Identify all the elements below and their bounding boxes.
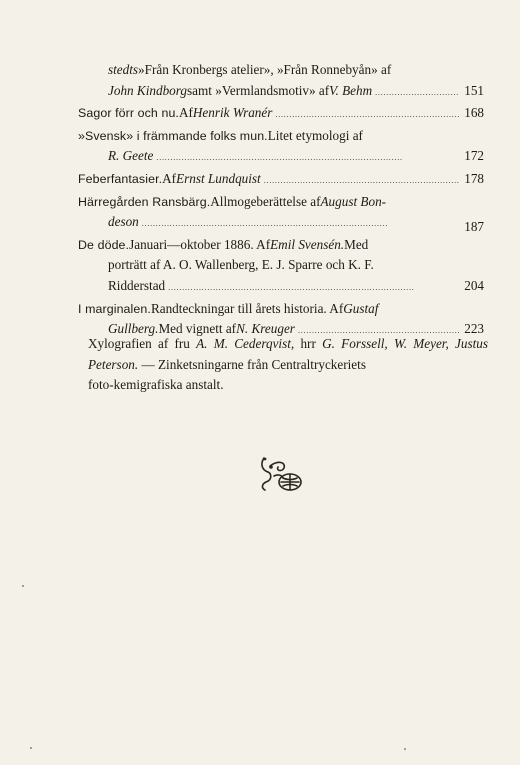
dot-leader <box>156 146 459 169</box>
toc-title: Härregården Ransbärg. <box>78 194 211 209</box>
page-number: 178 <box>464 170 484 186</box>
toc-line <box>78 103 484 126</box>
toc-line <box>78 255 484 276</box>
toc-author: V. Behm <box>329 82 373 98</box>
toc-author: Gullberg. <box>108 321 159 337</box>
toc-line <box>78 212 484 235</box>
toc-text: samt »Vermlandsmotiv» af <box>187 82 330 98</box>
dot-leader <box>275 103 459 126</box>
toc-line <box>78 60 484 81</box>
page-number: 168 <box>464 105 484 121</box>
dot-leader <box>142 212 459 235</box>
toc-text: Ridderstad <box>108 277 166 293</box>
toc-author: John Kindborg <box>108 82 188 98</box>
toc-author: Gustaf <box>343 300 379 316</box>
toc-text: porträtt af A. O. Wallenberg, E. J. Sparre och K. F. <box>108 257 374 273</box>
toc-text: Med <box>344 236 369 252</box>
page-number: 204 <box>464 277 484 293</box>
page-number: 223 <box>464 321 484 337</box>
toc-text: Af <box>162 170 177 186</box>
toc-line <box>78 126 484 147</box>
toc-line <box>78 169 484 192</box>
toc-line <box>78 235 484 256</box>
paper-speck <box>404 748 406 750</box>
table-of-contents <box>78 60 484 342</box>
note-text: foto-kemigrafiska anstalt. <box>88 377 224 393</box>
toc-text: »Från Kronbergs atelier», »Från Ronnebyån» af <box>138 62 392 77</box>
toc-author: Ernst Lundquist <box>176 170 261 186</box>
dot-leader <box>168 276 459 299</box>
note-name: A. M. Cederqvist, <box>196 336 295 351</box>
toc-text: Allmogeberättelse af <box>210 193 321 209</box>
toc-author: N. Kreuger <box>236 321 295 337</box>
toc-author: August Bon- <box>320 193 387 209</box>
page-number: 172 <box>464 148 484 164</box>
toc-line <box>78 299 484 320</box>
page-number: 151 <box>464 82 484 98</box>
toc-line <box>78 146 484 169</box>
vignette-ornament-icon <box>256 454 306 496</box>
credits-note <box>88 334 488 396</box>
note-text: hrr <box>294 336 323 351</box>
toc-line <box>78 192 484 213</box>
toc-text: Med vignett af <box>158 321 237 337</box>
toc-title: »Svensk» i främmande folks mun. <box>78 128 268 143</box>
dot-leader <box>375 81 459 104</box>
note-text: Xylografien af fru <box>88 336 197 351</box>
note-text: — Zinketsningarne från Centraltryckeriets <box>138 356 366 372</box>
toc-title: Sagor förr och nu. <box>78 106 179 121</box>
toc-title: I marginalen. <box>78 301 151 316</box>
toc-line <box>78 276 484 299</box>
toc-text: stedts <box>108 62 139 77</box>
toc-text: Af <box>178 105 193 121</box>
toc-text: Litet etymologi af <box>267 127 363 143</box>
toc-line <box>78 81 484 104</box>
page-number: 187 <box>464 219 484 235</box>
toc-title: Feberfantasier. <box>78 171 163 186</box>
paper-speck <box>22 585 24 587</box>
toc-text: Januari—oktober 1886. Af <box>129 236 271 252</box>
note-name: G. Forssell, W. Meyer, Justus Peterson. <box>88 336 488 372</box>
toc-title: De döde. <box>78 237 130 252</box>
toc-author: Henrik Wranér <box>192 105 273 121</box>
toc-author: Emil Svensén. <box>270 236 345 252</box>
toc-text: Randteckningar till årets historia. Af <box>150 300 344 316</box>
dot-leader <box>264 169 459 192</box>
toc-author: deson <box>108 214 139 230</box>
toc-author: R. Geete <box>108 148 154 164</box>
paper-speck <box>30 747 32 749</box>
